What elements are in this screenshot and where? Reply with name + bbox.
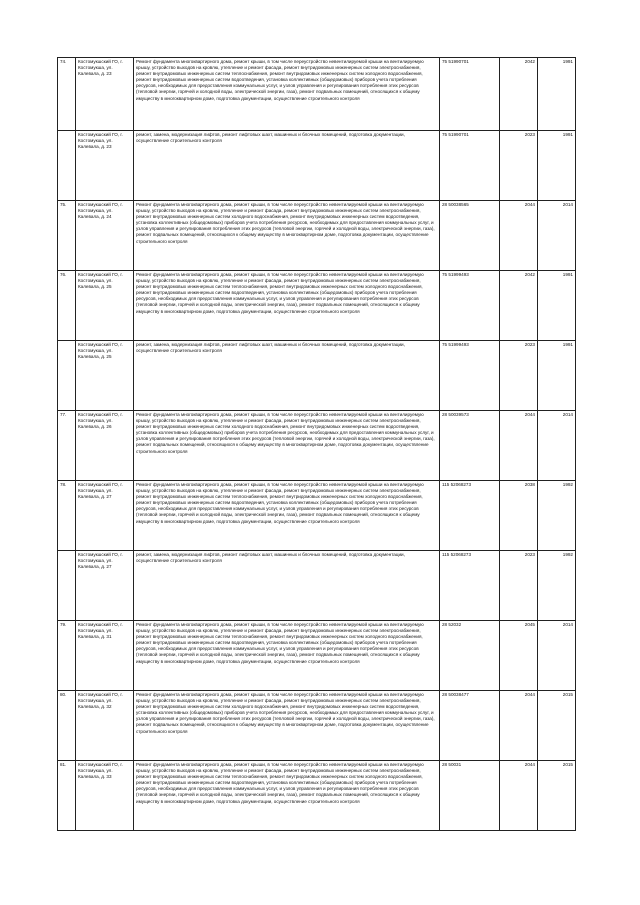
row-cadastre: 28 52032 (440, 621, 500, 691)
row-built-year: 1991 (538, 58, 576, 131)
row-cadastre: 75 51999493 (440, 341, 500, 411)
row-address: Костомукшский ГО, г. Костомукша, ул. Калевала, д. 25 (76, 341, 134, 411)
row-address: Костомукшский ГО, г. Костомукша, ул. Калевала, д. 23 (76, 131, 134, 201)
table-row (58, 58, 576, 131)
row-year: 2023 (500, 551, 538, 621)
row-address: Костомукшский ГО, г. Костомукша, ул. Калевала, д. 23 (76, 58, 134, 131)
row-built-year: 2014 (538, 621, 576, 691)
row-works: Ремонт фундамента многоквартирного дома, ремонт крыши, в том числе переустройство невентилируемой крыши на вентилируемую крышу, устройство выходов на кровлю, утепление и ремонт фасада, ремонт внутридомовых инженерных систем электроснабжения, ремонт внутридомовых инженерных систем теплоснабжения, ремонт внутридомовых инженерных систем холодного водоснабжения, ремонт внутридомовых инженерных систем водоотведения, установка коллективных (общедомовых) приборов учета потребления ресурсов, необходимых для предоставления коммунальных услуг, и узлов управления и регулирования потребления этих ресурсов (тепловой энергии, горячей и холодной воды, электрической энергии, газа), ремонт подвальных помещений, относящихся к общему имуществу в многоквартирном доме, подготовка документации, осуществление строительного контроля (134, 621, 440, 691)
row-works: Ремонт фундамента многоквартирного дома, ремонт крыши, в том числе переустройство невентилируемой крыши на вентилируемую крышу, устройство выходов на кровлю, утепление и ремонт фасада, ремонт внутридомовых инженерных систем электроснабжения, ремонт внутридомовых инженерных систем теплоснабжения, ремонт внутридомовых инженерных систем холодного водоснабжения, ремонт внутридомовых инженерных систем водоотведения, установка коллективных (общедомовых) приборов учета потребления ресурсов, необходимых для предоставления коммунальных услуг, и узлов управления и регулирования потребления этих ресурсов (тепловой энергии, горячей и холодной воды, электрической энергии, газа), ремонт подвальных помещений, относящихся к общему имуществу в многоквартирном доме, подготовка документации, осуществление строительного контроля (134, 271, 440, 341)
table-row (58, 131, 576, 201)
row-built-year: 1991 (538, 131, 576, 201)
row-address: Костомукшский ГО, г. Костомукша, ул. Калевала, д. 26 (76, 411, 134, 481)
row-built-year: 2015 (538, 761, 576, 831)
table-body (58, 58, 576, 831)
row-year: 2042 (500, 271, 538, 341)
row-cadastre: 75 51999493 (440, 271, 500, 341)
row-year: 2045 (500, 621, 538, 691)
row-works: ремонт, замена, модернизация лифтов, ремонт лифтовых шахт, машинных и блочных помещений, подготовка документации, осуществление строительного контроля (134, 131, 440, 201)
row-number: 80. (58, 691, 76, 761)
row-number: 79. (58, 621, 76, 691)
row-cadastre: 28 50038477 (440, 691, 500, 761)
capital-repair-table (57, 57, 576, 831)
row-cadastre: 28 50038565 (440, 201, 500, 271)
row-year: 2044 (500, 761, 538, 831)
row-year: 2023 (500, 131, 538, 201)
row-cadastre: 115 52068273 (440, 481, 500, 551)
row-address: Костомукшский ГО, г. Костомукша, ул. Калевала, д. 32 (76, 691, 134, 761)
table-row (58, 761, 576, 831)
table-row (58, 621, 576, 691)
row-works: Ремонт фундамента многоквартирного дома, ремонт крыши, в том числе переустройство невентилируемой крыши на вентилируемую крышу, устройство выходов на кровлю, утепление и ремонт фасада, ремонт внутридомовых инженерных систем электроснабжения, ремонт внутридомовых инженерных систем холодного водоснабжения, ремонт внутридомовых инженерных систем водоотведения, установка коллективных (общедомовых) приборов учета потребления ресурсов, необходимых для предоставления коммунальных услуг, и узлов управления и регулирования потребления этих ресурсов (тепловой энергии, горячей и холодной воды, электрической энергии, газа), ремонт подвальных помещений, относящихся к общему имуществу в многоквартирном доме, подготовка документации, осуществление строительного контроля (134, 691, 440, 761)
row-works: Ремонт фундамента многоквартирного дома, ремонт крыши, в том числе переустройство невентилируемой крыши на вентилируемую крышу, устройство выходов на кровлю, утепление и ремонт фасада, ремонт внутридомовых инженерных систем электроснабжения, ремонт внутридомовых инженерных систем теплоснабжения, ремонт внутридомовых инженерных систем холодного водоснабжения, ремонт внутридомовых инженерных систем водоотведения, установка коллективных (общедомовых) приборов учета потребления ресурсов, необходимых для предоставления коммунальных услуг, и узлов управления и регулирования потребления этих ресурсов (тепловой энергии, горячей и холодной воды, электрической энергии, газа), ремонт подвальных помещений, относящихся к общему имуществу в многоквартирном доме, подготовка документации, осуществление строительного контроля (134, 761, 440, 831)
table-row (58, 411, 576, 481)
row-built-year: 2014 (538, 201, 576, 271)
row-year: 2044 (500, 411, 538, 481)
row-works: ремонт, замена, модернизация лифтов, ремонт лифтовых шахт, машинных и блочных помещений, подготовка документации, осуществление строительного контроля (134, 341, 440, 411)
table-row (58, 201, 576, 271)
row-works: Ремонт фундамента многоквартирного дома, ремонт крыши, в том числе переустройство невентилируемой крыши на вентилируемую крышу, устройство выходов на кровлю, утепление и ремонт фасада, ремонт внутридомовых инженерных систем электроснабжения, ремонт внутридомовых инженерных систем холодного водоснабжения, ремонт внутридомовых инженерных систем водоотведения, установка коллективных (общедомовых) приборов учета потребления ресурсов, необходимых для предоставления коммунальных услуг, и узлов управления и регулирования потребления этих ресурсов (тепловой энергии, горячей и холодной воды, электрической энергии, газа), ремонт подвальных помещений, относящихся к общему имуществу в многоквартирном доме, подготовка документации, осуществление строительного контроля (134, 411, 440, 481)
row-cadastre: 75 51990701 (440, 131, 500, 201)
row-address: Костомукшский ГО, г. Костомукша, ул. Калевала, д. 31 (76, 621, 134, 691)
row-number: 75. (58, 201, 76, 271)
row-year: 2023 (500, 341, 538, 411)
row-works: Ремонт фундамента многоквартирного дома, ремонт крыши, в том числе переустройство невентилируемой крыши на вентилируемую крышу, устройство выходов на кровлю, утепление и ремонт фасада, ремонт внутридомовых инженерных систем электроснабжения, ремонт внутридомовых инженерных систем теплоснабжения, ремонт внутридомовых инженерных систем холодного водоснабжения, ремонт внутридомовых инженерных систем водоотведения, установка коллективных (общедомовых) приборов учета потребления ресурсов, необходимых для предоставления коммунальных услуг, и узлов управления и регулирования потребления этих ресурсов (тепловой энергии, горячей и холодной воды, электрической энергии, газа), ремонт подвальных помещений, относящихся к общему имуществу в многоквартирном доме, подготовка документации, осуществление строительного контроля (134, 58, 440, 131)
row-cadastre: 28 50031 (440, 761, 500, 831)
row-year: 2044 (500, 201, 538, 271)
table-row (58, 691, 576, 761)
row-year: 2042 (500, 58, 538, 131)
row-number: 78. (58, 481, 76, 551)
row-works: Ремонт фундамента многоквартирного дома, ремонт крыши, в том числе переустройство невентилируемой крыши на вентилируемую крышу, устройство выходов на кровлю, утепление и ремонт фасада, ремонт внутридомовых инженерных систем электроснабжения, ремонт внутридомовых инженерных систем теплоснабжения, ремонт внутридомовых инженерных систем холодного водоснабжения, ремонт внутридомовых инженерных систем водоотведения, установка коллективных (общедомовых) приборов учета потребления ресурсов, необходимых для предоставления коммунальных услуг, и узлов управления и регулирования потребления этих ресурсов (тепловой энергии, горячей и холодной воды, электрической энергии, газа), ремонт подвальных помещений, относящихся к общему имуществу в многоквартирном доме, подготовка документации, осуществление строительного контроля (134, 481, 440, 551)
row-built-year: 1992 (538, 481, 576, 551)
row-works: Ремонт фундамента многоквартирного дома, ремонт крыши, в том числе переустройство невентилируемой крыши на вентилируемую крышу, устройство выходов на кровлю, утепление и ремонт фасада, ремонт внутридомовых инженерных систем электроснабжения, ремонт внутридомовых инженерных систем холодного водоснабжения, ремонт внутридомовых инженерных систем водоотведения, установка коллективных (общедомовых) приборов учета потребления ресурсов, необходимых для предоставления коммунальных услуг, и узлов управления и регулирования потребления этих ресурсов (тепловой энергии, горячей и холодной воды, электрической энергии, газа), ремонт подвальных помещений, относящихся к общему имуществу в многоквартирном доме, подготовка документации, осуществление строительного контроля (134, 201, 440, 271)
row-address: Костомукшский ГО, г. Костомукша, ул. Калевала, д. 33 (76, 761, 134, 831)
table-row (58, 271, 576, 341)
row-built-year: 1992 (538, 551, 576, 621)
row-cadastre: 115 52068273 (440, 551, 500, 621)
row-address: Костомукшский ГО, г. Костомукша, ул. Калевала, д. 25 (76, 271, 134, 341)
row-number (58, 341, 76, 411)
row-built-year: 1991 (538, 341, 576, 411)
row-built-year: 2014 (538, 411, 576, 481)
row-address: Костомукшский ГО, г. Костомукша, ул. Калевала, д. 24 (76, 201, 134, 271)
row-number: 81. (58, 761, 76, 831)
row-address: Костомукшский ГО, г. Костомукша, ул. Калевала, д. 27 (76, 481, 134, 551)
row-year: 2044 (500, 691, 538, 761)
row-address: Костомукшский ГО, г. Костомукша, ул. Калевала, д. 27 (76, 551, 134, 621)
row-number (58, 131, 76, 201)
row-number: 77. (58, 411, 76, 481)
table-row (58, 341, 576, 411)
row-number (58, 551, 76, 621)
table-row (58, 481, 576, 551)
row-works: ремонт, замена, модернизация лифтов, ремонт лифтовых шахт, машинных и блочных помещений, подготовка документации, осуществление строительного контроля (134, 551, 440, 621)
row-cadastre: 75 51990701 (440, 58, 500, 131)
row-number: 76. (58, 271, 76, 341)
row-built-year: 1991 (538, 271, 576, 341)
row-built-year: 2015 (538, 691, 576, 761)
row-year: 2038 (500, 481, 538, 551)
table-row (58, 551, 576, 621)
row-cadastre: 28 50039573 (440, 411, 500, 481)
row-number: 74. (58, 58, 76, 131)
